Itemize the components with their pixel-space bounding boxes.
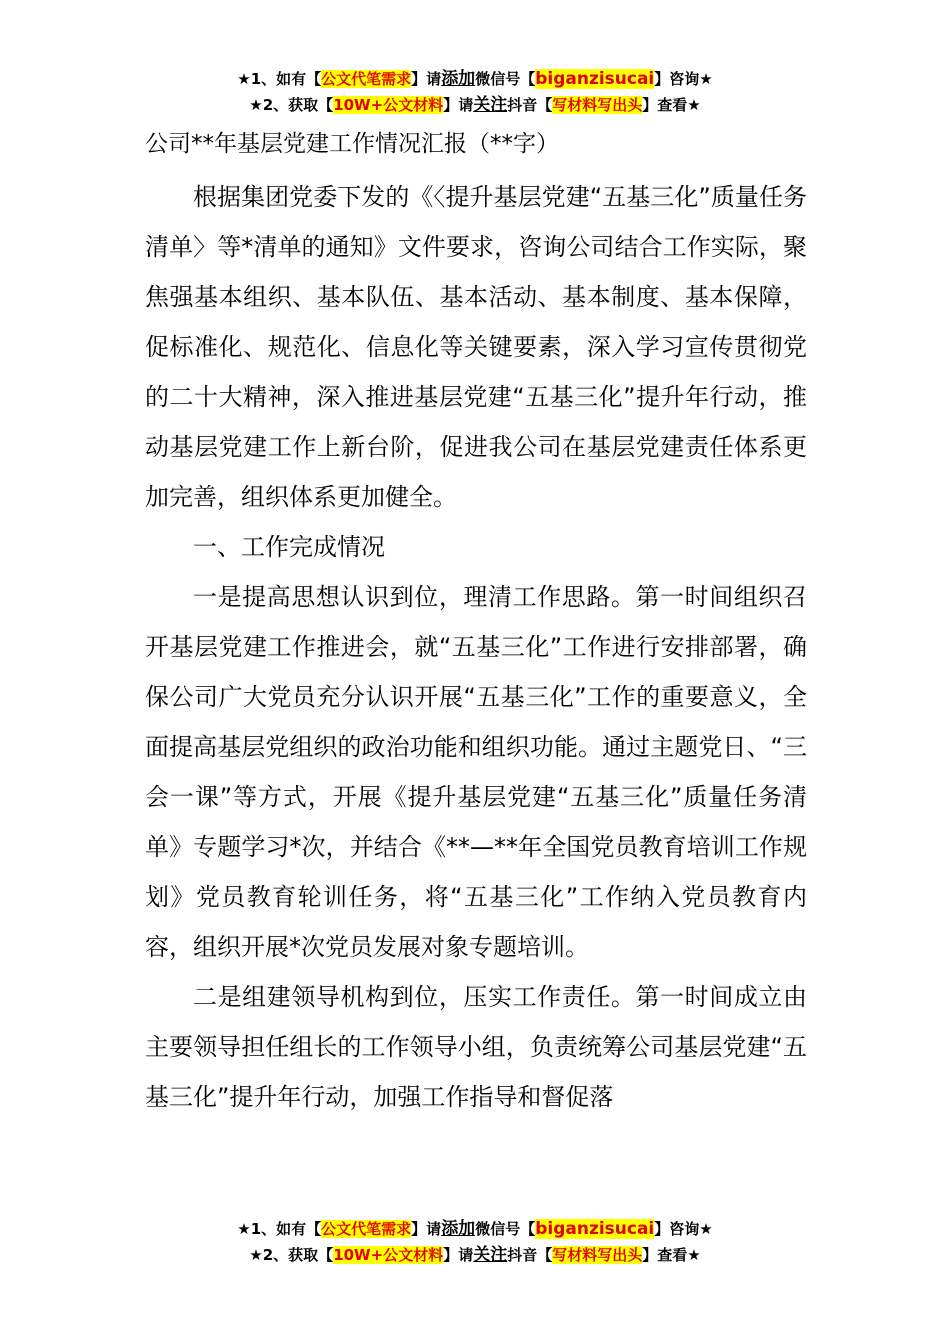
banner-highlight: 公文代笔需求 [321, 70, 412, 88]
banner-line-1 [0, 66, 950, 92]
banner-highlight: biganzisucai [535, 69, 655, 89]
top-banner [0, 66, 950, 118]
banner-text: 】查看★ [642, 96, 701, 114]
banner-text: 】请 [411, 1220, 442, 1238]
banner-text: 微信号【 [475, 70, 536, 88]
banner-text: 抖音【 [507, 1246, 553, 1264]
paragraph-point-2: 二是组建领导机构到位，压实工作责任。第一时间成立由主要领导担任组长的工作领导小组，负责统筹公司基层党建“五基三化”提升年行动，加强工作指导和督促落 [145, 983, 807, 1111]
banner-underline: 添加 [441, 69, 476, 89]
banner-text: 抖音【 [507, 96, 553, 114]
banner-highlight: 10W+公文材料 [333, 96, 444, 114]
banner-text: 】请 [443, 1246, 474, 1264]
banner-underline: 关注 [473, 1245, 508, 1265]
banner-text: ★2、获取【 [249, 96, 334, 114]
banner-underline: 添加 [441, 1219, 476, 1239]
section-heading: 一、工作完成情况 [193, 533, 385, 561]
banner-text: 】咨询★ [654, 70, 713, 88]
banner-text: ★1、如有【 [237, 1220, 322, 1238]
banner-highlight: 公文代笔需求 [321, 1220, 412, 1238]
paragraph-point-1: 一是提高思想认识到位，理清工作思路。第一时间组织召开基层党建工作推进会，就“五基三化”工作进行安排部署，确保公司广大党员充分认识开展“五基三化”工作的重要意义，全面提高基层党组织的政治功能和组织功能。通过主题党日、“三会一课”等方式，开展《提升基层党建“五基三化”质量任务清单》专题学习*次，并结合《**—**年全国党员教育培训工作规划》党员教育轮训任务，将“五基三化”工作纳入党员教育内容，组织开展*次党员发展对象专题培训。 [145, 583, 807, 961]
bottom-banner [0, 1216, 950, 1268]
banner-text: ★1、如有【 [237, 70, 322, 88]
banner-text: 】请 [443, 96, 474, 114]
banner-text: 微信号【 [475, 1220, 536, 1238]
banner-line-1 [0, 1216, 950, 1242]
banner-highlight: 10W+公文材料 [333, 1246, 444, 1264]
banner-highlight: biganzisucai [535, 1219, 655, 1239]
banner-line-2 [0, 1242, 950, 1268]
banner-text: 】查看★ [642, 1246, 701, 1264]
document-body [145, 124, 807, 1122]
banner-highlight: 写材料写出头 [552, 96, 643, 114]
banner-line-2 [0, 92, 950, 118]
banner-text: 】请 [411, 70, 442, 88]
banner-highlight: 写材料写出头 [552, 1246, 643, 1264]
banner-text: 】咨询★ [654, 1220, 713, 1238]
banner-underline: 关注 [473, 95, 508, 115]
document-title: 公司**年基层党建工作情况汇报（**字） [145, 131, 559, 157]
paragraph-intro: 根据集团党委下发的《〈提升基层党建“五基三化”质量任务清单〉等*清单的通知》文件要求，咨询公司结合工作实际，聚焦强基本组织、基本队伍、基本活动、基本制度、基本保障，促标准化、规范化、信息化等关键要素，深入学习宣传贯彻党的二十大精神，深入推进基层党建“五基三化”提升年行动，推动基层党建工作上新台阶，促进我公司在基层党建责任体系更加完善，组织体系更加健全。 [145, 183, 807, 511]
banner-text: ★2、获取【 [249, 1246, 334, 1264]
